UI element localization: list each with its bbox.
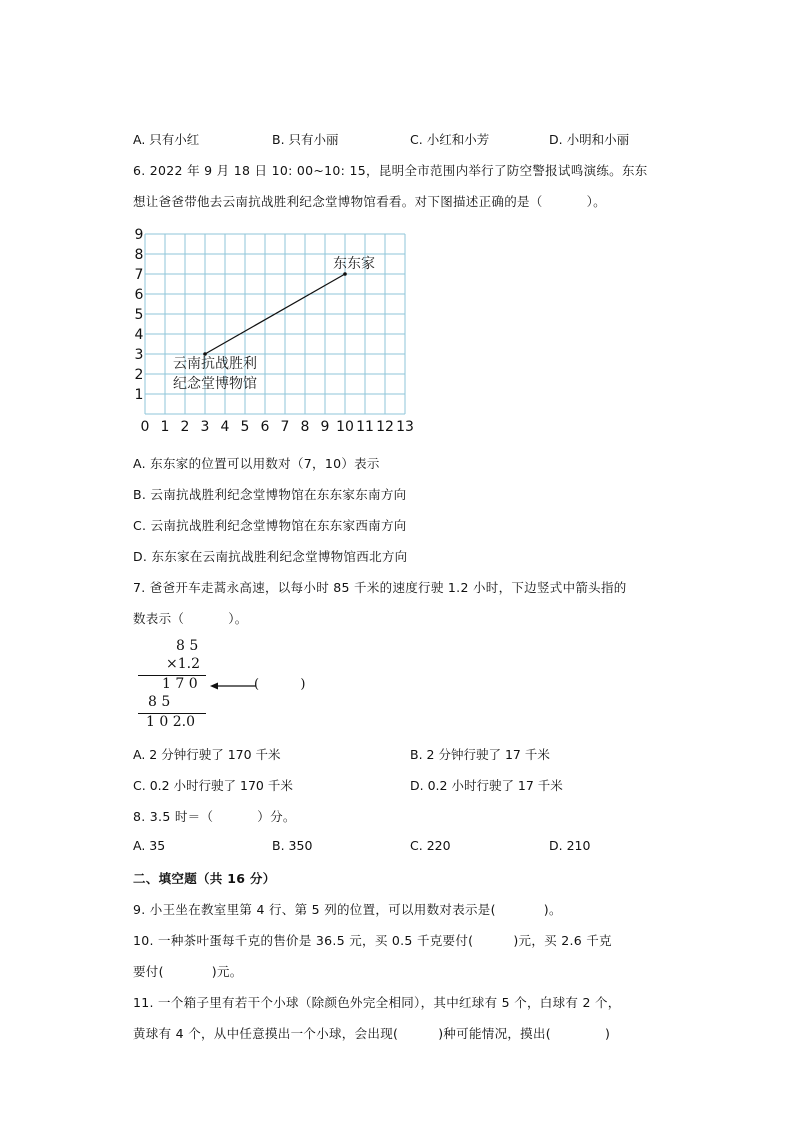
q5-option-d: D. 小明和小丽 [549,132,630,147]
y-tick-label: 5 [134,307,144,323]
x-tick-label: 2 [180,419,190,434]
x-tick-label: 10 [336,419,354,434]
y-tick-label: 7 [134,267,144,283]
q7-option-a: A. 2 分钟行驶了 170 千米 [133,747,281,762]
q7-stem-line1: 7. 爸爸开车走蒿永高速，以每小时 85 千米的速度行驶 1.2 小时，下边竖式中箭头指的 [133,580,627,595]
calc-row-multiplier: ×1.2 [166,656,200,672]
x-tick-label: 7 [280,419,290,434]
y-tick-labels [135,227,144,403]
q6-option-c: C. 云南抗战胜利纪念堂博物馆在东东家西南方向 [133,518,407,533]
y-tick-label: 3 [134,347,144,363]
q6-option-a: A. 东东家的位置可以用数对（7，10）表示 [133,456,380,471]
q8-option-a: A. 35 [133,838,166,853]
x-tick-label: 8 [300,419,310,434]
home-point [343,272,347,276]
x-tick-label: 6 [260,419,270,434]
y-tick-label: 4 [134,327,144,343]
x-tick-label: 1 [160,419,170,434]
x-tick-label: 13 [396,419,414,434]
q10-stem-line1: 10. 一种茶叶蛋每千克的售价是 36.5 元，买 0.5 千克要付( )元，买 2.6 千克 [133,933,612,948]
q8-stem: 8. 3.5 时＝（ ）分。 [133,809,296,824]
q8-option-d: D. 210 [549,838,591,853]
q7-option-d: D. 0.2 小时行驶了 17 千米 [410,778,563,793]
q11-stem-line2: 黄球有 4 个，从中任意摸出一个小球，会出现( )种可能情况，摸出( ) [133,1026,611,1041]
x-tick-label: 4 [220,419,230,434]
q9-stem: 9. 小王坐在教室里第 4 行、第 5 列的位置，可以用数对表示是( )。 [133,902,562,917]
x-tick-label: 11 [356,419,374,434]
calc-row-result: 1 0 2.0 [146,714,195,730]
x-tick-label: 12 [376,419,394,434]
q5-option-c: C. 小红和小芳 [410,132,490,147]
q11-stem-line1: 11. 一个箱子里有若干个小球（除颜色外完全相同），其中红球有 5 个，白球有 2 个， [133,995,621,1010]
x-tick-label: 5 [240,419,250,434]
x-tick-labels [141,419,414,434]
q7-option-b: B. 2 分钟行驶了 17 千米 [410,747,550,762]
vertical-multiplication [138,638,318,738]
calc-row-170: 1 7 0 [162,676,198,692]
q6-option-b: B. 云南抗战胜利纪念堂博物馆在东东家东南方向 [133,487,407,502]
museum-label-line1: 云南抗战胜利 [173,356,257,372]
y-tick-label: 9 [134,227,144,243]
q8-option-c: C. 220 [410,838,451,853]
q6-stem-line2: 想让爸爸带他去云南抗战胜利纪念堂博物馆看看。对下图描述正确的是（ ）。 [133,194,606,209]
coordinate-grid [125,224,425,434]
x-tick-label: 9 [320,419,330,434]
museum-label-line2: 纪念堂博物馆 [173,376,257,392]
q10-stem-line2: 要付( )元。 [133,964,243,979]
section-title: 二、填空题（共 16 分） [133,871,276,886]
q5-option-a: A. 只有小红 [133,132,200,147]
arrow-left-icon [210,681,260,691]
calc-row-85-shifted: 8 5 [148,694,171,710]
calc-row-85: 8 5 [176,638,199,654]
x-tick-label: 0 [140,419,150,434]
q6-option-d: D. 东东家在云南抗战胜利纪念堂博物馆西北方向 [133,549,408,564]
q6-stem-line1: 6. 2022 年 9 月 18 日 10: 00~10: 15，昆明全市范围内举行了防空警报试鸣演练。东东 [133,163,648,178]
calc-answer-bracket: ( ) [254,677,306,692]
home-label: 东东家 [333,256,375,272]
x-tick-label: 3 [200,419,210,434]
y-tick-label: 8 [134,247,144,263]
y-tick-label: 2 [134,367,144,383]
q7-option-c: C. 0.2 小时行驶了 170 千米 [133,778,293,793]
y-tick-label: 1 [134,387,144,403]
q5-option-b: B. 只有小丽 [272,132,339,147]
q7-stem-line2: 数表示（ ）。 [133,611,248,626]
q8-option-b: B. 350 [272,838,313,853]
y-tick-label: 6 [134,287,144,303]
